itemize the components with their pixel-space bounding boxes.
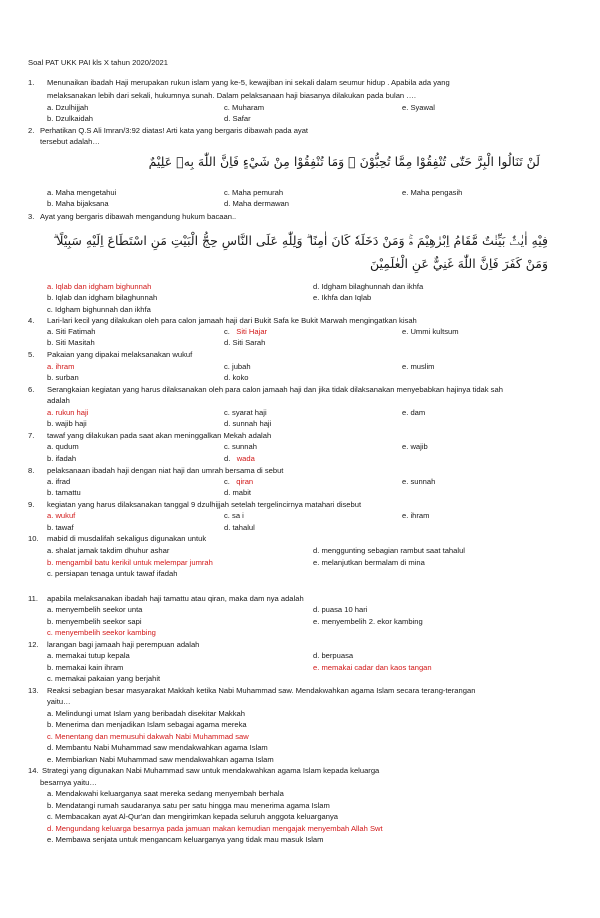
- option-a: a. ifrad: [47, 477, 71, 486]
- option-a: a. Iqlab dan idgham bighunnah: [47, 282, 152, 291]
- option-a: a. ihram: [47, 362, 75, 371]
- option-b: b. Iqlab dan idgham bilaghunnah: [47, 293, 158, 302]
- option-d: d. puasa 10 hari: [313, 605, 368, 614]
- option-e: e. Membawa senjata untuk mengancam keluarganya yang tidak mau masuk Islam: [47, 835, 324, 844]
- option-c: c. Maha pemurah: [224, 188, 284, 197]
- option-e: e. Syawal: [402, 103, 435, 112]
- arabic-verse: لَنْ تَنَالُوا الْبِرَّ حَتّٰى تُنْفِقُوْا مِمَّا تُحِبُّوْنَ ۗ وَمَا تُنْفِقُوْا مِنْ شَيْءٍ فَاِنَّ اللّٰهَ بِهٖ عَلِيْمٌ: [148, 154, 540, 169]
- option-a: a. qudum: [47, 442, 79, 451]
- option-c: c. Idgham bighunnah dan ikhfa: [47, 305, 151, 314]
- question-text: Pakaian yang dipakai melaksanakan wukuf: [47, 350, 193, 359]
- question-text: adalah: [47, 396, 70, 405]
- option-a: a. rukun haji: [47, 408, 89, 417]
- question-number: 8.: [28, 466, 35, 475]
- option-a: a. Maha mengetahui: [47, 188, 117, 197]
- question-text: tersebut adalah…: [40, 137, 100, 146]
- question-text: Lari-lari kecil yang dilakukan oleh para calon jamaah haji dari Bukit Safa ke Bukit Marwah mengingatkan kisah: [47, 316, 417, 325]
- option-b: b. tamattu: [47, 488, 81, 497]
- question-text: Reaksi sebagian besar masyarakat Makkah ketika Nabi Muhammad saw. Mendakwahkan agama Islam secara terang-terangan: [47, 686, 476, 695]
- option-d: d. wada: [224, 454, 255, 463]
- question-number: 7.: [28, 431, 35, 440]
- question-text: melaksanakan lebih dari sekali, hukumnya sunah. Dalam pelaksanaan haji biasanya dilakukan pada bulan ….: [47, 91, 416, 100]
- option-b: b. Maha bijaksana: [47, 199, 109, 208]
- option-a: a. Siti Fatimah: [47, 327, 96, 336]
- question-text: besarnya yaitu…: [40, 778, 97, 787]
- option-c: c. Siti Hajar: [224, 327, 268, 336]
- arabic-verse: وَمَنْ كَفَرَ فَاِنَّ اللّٰهَ غَنِيٌّ عَنِ الْعٰلَمِيْنَ: [369, 256, 548, 271]
- option-b: b. tawaf: [47, 523, 74, 532]
- question-text: Serangkaian kegiatan yang harus dilaksanakan oleh para calon jamaah haji dan jika tidak dilaksanakan menyebabkan hajinya tidak sah: [47, 385, 503, 394]
- option-c: c. sunnah: [224, 442, 257, 451]
- option-b: b. Siti Masitah: [47, 338, 95, 347]
- option-a: a. memakai tutup kepala: [47, 651, 130, 660]
- option-d: d. Mengundang keluarga besarnya pada jamuan makan kemudian mengajak menyembah Allah Swt: [47, 824, 383, 833]
- option-b: b. surban: [47, 373, 79, 382]
- question-number: 12.: [28, 640, 39, 649]
- question-text: Strategi yang digunakan Nabi Muhammad saw untuk mendakwahkan agama Islam kepada keluarga: [42, 766, 380, 775]
- option-e: e. dam: [402, 408, 426, 417]
- question-text: larangan bagi jamaah haji perempuan adalah: [47, 640, 200, 649]
- question-number: 10.: [28, 534, 39, 543]
- question-number: 3.: [28, 212, 35, 221]
- question-number: 11.: [28, 594, 38, 603]
- option-e: e. Ummi kultsum: [402, 327, 459, 336]
- question-number: 9.: [28, 500, 35, 509]
- option-c: c. Membacakan ayat Al-Qur'an dan mengirimkan kepada seluruh anggota keluarganya: [47, 812, 339, 821]
- option-e: e. wajib: [402, 442, 428, 451]
- option-c: c. jubah: [224, 362, 251, 371]
- option-a: a. Dzulhijjah: [47, 103, 89, 112]
- question-text: tawaf yang dilakukan pada saat akan meninggalkan Mekah adalah: [47, 431, 272, 440]
- option-e: e. muslim: [402, 362, 435, 371]
- option-c: c. memakai pakaian yang berjahit: [47, 674, 161, 683]
- question-text: mabid di musdalifah sekaligus digunakan untuk: [47, 534, 207, 543]
- option-b: b. Dzulkaidah: [47, 114, 94, 123]
- option-b: b. ifadah: [47, 454, 77, 463]
- answer-text: wada: [236, 454, 255, 463]
- question-text: Ayat yang bergaris dibawah mengandung hukum bacaan..: [40, 212, 237, 221]
- option-c: c. qiran: [224, 477, 254, 486]
- option-a: a. Mendakwahi keluarganya saat mereka sedang menyembah berhala: [47, 789, 284, 798]
- option-d: d. koko: [224, 373, 249, 382]
- option-e: e. sunnah: [402, 477, 436, 486]
- option-b: b. wajib haji: [47, 419, 87, 428]
- question-text: kegiatan yang harus dilaksanakan tanggal 9 dzulhijjah setelah tergelincirnya matahari disebut: [47, 500, 362, 509]
- option-b: b. memakai kain ihram: [47, 663, 124, 672]
- option-b: b. mengambil batu kerikil untuk melempar jumrah: [47, 558, 213, 567]
- option-d: d. Maha dermawan: [224, 199, 290, 208]
- option-d: d. Membantu Nabi Muhammad saw mendakwahkan agama Islam: [47, 743, 268, 752]
- question-number: 13.: [28, 686, 39, 695]
- question-text: Menunaikan ibadah Haji merupakan rukun islam yang ke-5, kewajiban ini sekali dalam seumur hidup . Apabila ada yang: [47, 78, 450, 87]
- option-e: e. ihram: [402, 511, 430, 520]
- option-c: c. Muharam: [224, 103, 265, 112]
- arabic-verse: فِيْهِ اٰيٰتٌۢ بَيِّنٰتٌ مَّقَامُ اِبْرٰهِيْمَ ەۚ وَمَنْ دَخَلَهٗ كَانَ اٰمِنًا ۗ وَلِلّٰهِ عَلَى النَّاسِ حِجُّ الْبَيْتِ مَنِ اسْتَطَاعَ اِلَيْهِ سَبِيْلًا ۗ: [53, 233, 548, 248]
- option-e: e. Membiarkan Nabi Muhammad saw mendakwahkan agama Islam: [47, 755, 274, 764]
- question-text: apabila melaksanakan ibadah haji tamattu atau qiran, maka dam nya adalah: [47, 594, 304, 603]
- question-number: 6.: [28, 385, 35, 394]
- question-number: 5.: [28, 350, 35, 359]
- question-text: Perhatikan Q.S Ali Imran/3:92 diatas! Arti kata yang bergaris dibawah pada ayat: [40, 126, 309, 135]
- option-e: e. menyembelih 2. ekor kambing: [313, 617, 423, 626]
- document-title: Soal PAT UKK PAI kls X tahun 2020/2021: [28, 58, 169, 67]
- option-c: c. menyembelih seekor kambing: [47, 628, 156, 637]
- option-a: a. Melindungi umat Islam yang beribadah disekitar Makkah: [47, 709, 245, 718]
- option-d: d. Safar: [224, 114, 251, 123]
- option-c: c. syarat haji: [224, 408, 267, 417]
- option-d: d. tahalul: [224, 523, 255, 532]
- question-text: pelaksanaan ibadah haji dengan niat haji dan umrah bersama di sebut: [47, 466, 284, 475]
- option-e: e. Maha pengasih: [402, 188, 463, 197]
- question-text: yaitu…: [47, 697, 71, 706]
- option-c: c. sa i: [224, 511, 244, 520]
- option-c: c. Menentang dan memusuhi dakwah Nabi Muhammad saw: [47, 732, 249, 741]
- option-c: c. persiapan tenaga untuk tawaf ifadah: [47, 569, 178, 578]
- option-d: d. berpuasa: [313, 651, 354, 660]
- option-b: b. Mendatangi rumah saudaranya satu per satu hingga mau menerima agama Islam: [47, 801, 330, 810]
- question-number: 1.: [28, 78, 35, 87]
- question-number: 4.: [28, 316, 35, 325]
- option-d: d. mabit: [224, 488, 252, 497]
- answer-text: qiran: [236, 477, 254, 486]
- option-d: d. menggunting sebagian rambut saat tahalul: [313, 546, 465, 555]
- option-a: a. menyembelih seekor unta: [47, 605, 143, 614]
- option-e: e. memakai cadar dan kaos tangan: [313, 663, 432, 672]
- option-a: a. shalat jamak takdim dhuhur ashar: [47, 546, 170, 555]
- option-e: e. Ikhfa dan Iqlab: [313, 293, 372, 302]
- question-number: 2.: [28, 126, 35, 135]
- answer-text: Siti Hajar: [236, 327, 268, 336]
- option-d: d. Idgham bilaghunnah dan ikhfa: [313, 282, 424, 291]
- option-b: b. Menerima dan menjadikan Islam sebagai agama mereka: [47, 720, 247, 729]
- option-a: a. wukuf: [47, 511, 76, 520]
- option-d: d. Siti Sarah: [224, 338, 266, 347]
- question-number: 14.: [28, 766, 39, 775]
- option-d: d. sunnah haji: [224, 419, 272, 428]
- option-e: e. melanjutkan bermalam di mina: [313, 558, 425, 567]
- option-b: b. menyembelih seekor sapi: [47, 617, 142, 626]
